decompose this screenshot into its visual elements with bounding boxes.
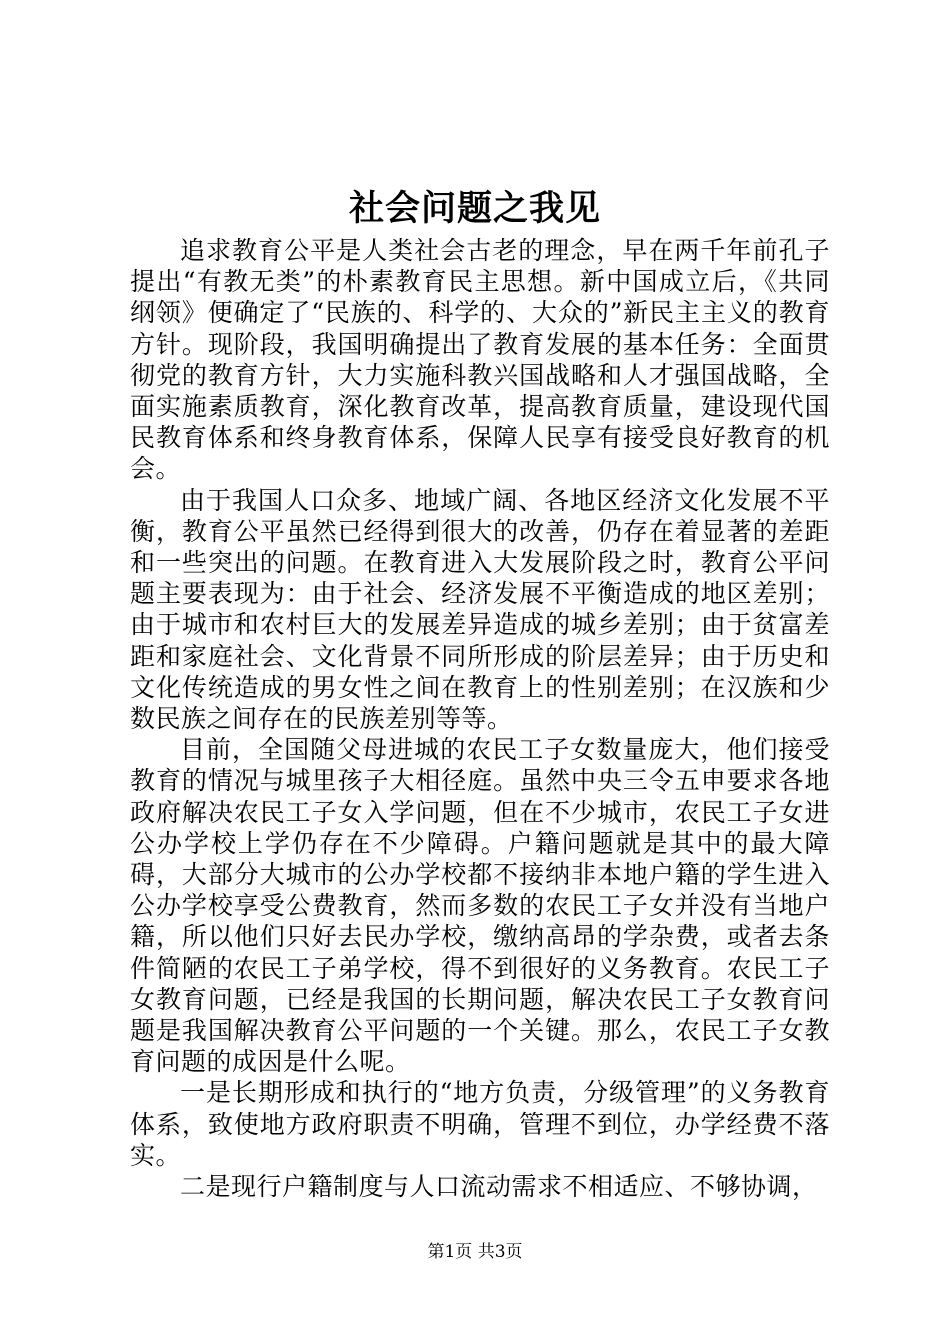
document-body — [130, 235, 830, 1202]
paragraph-2: 由于我国人口众多、地域广阔、各地区经济文化发展不平衡，教育公平虽然已经得到很大的改善，仍存在着显著的差距和一些突出的问题。在教育进入大发展阶段之时，教育公平问题主要表现为：由于社会、经济发展不平衡造成的地区差别；由于城市和农村巨大的发展差异造成的城乡差别；由于贫富差距和家庭社会、文化背景不同所形成的阶层差异；由于历史和文化传统造成的男女性之间在教育上的性别差别；在汉族和少数民族之间存在的民族差别等等。 — [130, 485, 830, 734]
paragraph-3: 目前，全国随父母进城的农民工子女数量庞大，他们接受教育的情况与城里孩子大相径庭。虽然中央三令五申要求各地政府解决农民工子女入学问题，但在不少城市，农民工子女进公办学校上学仍存在不少障碍。户籍问题就是其中的最大障碍，大部分大城市的公办学校都不接纳非本地户籍的学生进入公办学校享受公费教育，然而多数的农民工子女并没有当地户籍，所以他们只好去民办学校，缴纳高昂的学杂费，或者去条件简陋的农民工子弟学校，得不到很好的义务教育。农民工子女教育问题，已经是我国的长期问题，解决农民工子女教育问题是我国解决教育公平问题的一个关键。那么，农民工子女教育问题的成因是什么呢。 — [130, 735, 830, 1077]
paragraph-5: 二是现行户籍制度与人口流动需求不相适应、不够协调， — [180, 1172, 818, 1202]
paragraph-1: 追求教育公平是人类社会古老的理念，早在两千年前孔子提出“有教无类”的朴素教育民主思想。新中国成立后，《共同纲领》便确定了“民族的、科学的、大众的”新民主主义的教育方针。现阶段，我国明确提出了教育发展的基本任务：全面贯彻党的教育方针，大力实施科教兴国战略和人才强国战略，全面实施素质教育，深化教育改革，提高教育质量，建设现代国民教育体系和终身教育体系，保障人民享有接受良好教育的机会。 — [130, 236, 830, 484]
page-footer: 第1页 共3页 — [427, 1242, 523, 1262]
paragraph-4: 一是长期形成和执行的“地方负责，分级管理”的义务教育体系，致使地方政府职责不明确，管理不到位，办学经费不落实。 — [130, 1078, 830, 1170]
document-title: 社会问题之我见 — [348, 188, 601, 229]
